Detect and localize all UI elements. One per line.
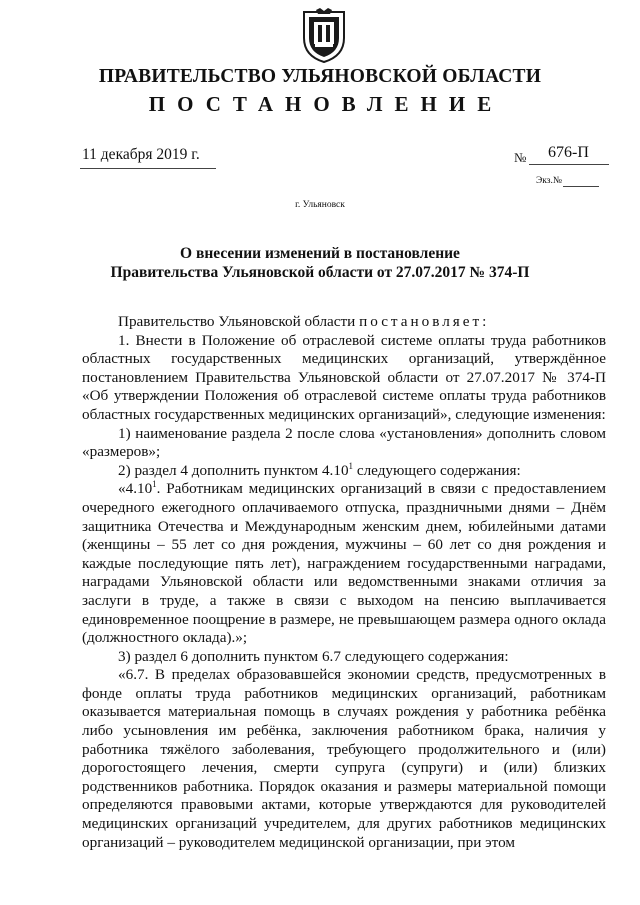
- document-type: ПОСТАНОВЛЕНИЕ: [148, 92, 504, 116]
- document-body: [82, 313, 606, 852]
- paragraph-3-superscript: 1: [348, 460, 354, 471]
- city: г. Ульяновск: [295, 200, 345, 210]
- intro-paragraph: [82, 313, 606, 332]
- paragraph-4-superscript: 1: [152, 479, 157, 490]
- paragraph-5: 3) раздел 6 дополнить пунктом 6.7 следующего содержания:: [118, 647, 509, 665]
- document-number: 676-П: [548, 144, 589, 161]
- paragraph-2: 1) наименование раздела 2 после слова «установления» дополнить словом «размеров»;: [82, 424, 606, 461]
- paragraph-3-text-b: следующего содержания:: [353, 461, 521, 479]
- paragraph-3-text-a: 2) раздел 4 дополнить пунктом 4.10: [118, 461, 349, 479]
- date-underline: [80, 168, 216, 169]
- intro-subject: Правительство Ульяновской области: [118, 313, 356, 330]
- copy-label: Экз.№: [536, 176, 562, 186]
- government-name: ПРАВИТЕЛЬСТВО УЛЬЯНОВСКОЙ ОБЛАСТИ: [98, 66, 542, 87]
- document-date: 11 декабря 2019 г.: [82, 146, 200, 163]
- paragraph-3: [82, 462, 606, 481]
- paragraph-4-text-a: «4.10: [118, 480, 153, 498]
- title-line-1: О внесении изменений в постановление: [180, 245, 460, 262]
- paragraph-4-text-b: . Работникам медицинских организаций в связи с предоставлением очередного ежегодного оплачиваемого отпуска, праздничными днями – Днём защитника Отечества и Международным женским днем, юбилейными датами (женщины – 55 лет со дня рождения, мужчины – 60 лет со дня рождения и каждые последующие пять лет), награждением государственными наградами, наградами Ульяновской области или ведомственными знаками отличия за заслуги в труде, а также в связи с выходом на пенсию выплачивается единовременное поощрение в размере, не превышающем размера одного оклада (должностного оклада).»;: [82, 480, 606, 647]
- coat-of-arms-icon: [300, 8, 348, 64]
- paragraph-4: [82, 480, 606, 647]
- document-title: [0, 244, 640, 282]
- number-underline: [529, 164, 609, 165]
- title-line-2: Правительства Ульяновской области от 27.07.2017 № 374-П: [110, 264, 530, 281]
- intro-verb: постановляет:: [359, 313, 490, 330]
- paragraph-6: «6.7. В пределах образовавшейся экономии средств, предусмотренных в фонде оплаты труда работников медицинских организаций, работникам оказывается материальная помощь в случаях рождения у работника ребёнка либо усыновления им ребёнка, заключения работником брака, наличия у работника тяжёлого заболевания, требующего продолжительного и (или) дорогостоящего лечения, смерти супруга (супруги) и (или) близких родственников работника. Порядок оказания и размеры материальной помощи определяются правовыми актами, которые утверждаются для руководителей медицинских организаций учредителем, для других работников медицинских организаций – руководителем медицинской организации, при этом: [82, 666, 606, 851]
- paragraph-1: 1. Внести в Положение об отраслевой системе оплаты труда работников областных государственных медицинских организаций, утверждённое постановлением Правительства Ульяновской области от 27.07.2017 № 374-П «Об утверждении Положения об отраслевой системе оплаты труда работников областных государственных медицинских организаций», следующие изменения:: [82, 331, 606, 423]
- number-sign: №: [514, 150, 527, 165]
- copy-underline: [563, 186, 599, 187]
